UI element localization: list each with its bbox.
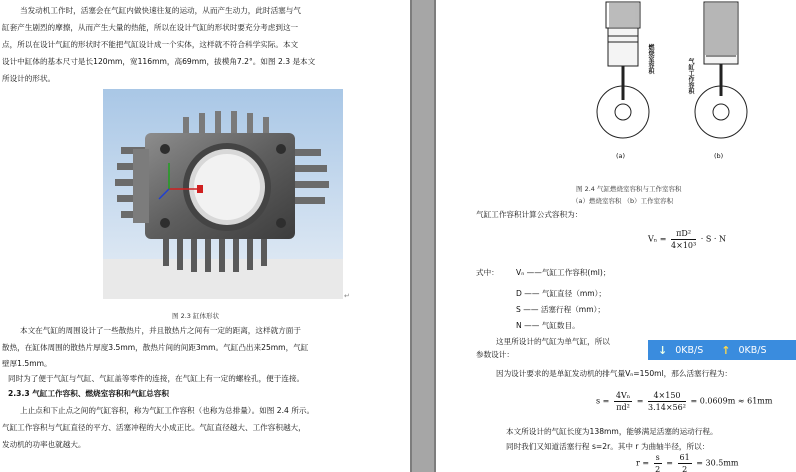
paragraph-line: 所设计的形状。 xyxy=(2,74,56,83)
paragraph-mark: ↵ xyxy=(344,292,350,300)
formula-rhs: = 30.5mm xyxy=(696,458,739,468)
paragraph-line: 散热，在缸体周围的散热片厚度3.5mm，散热片间的间距3mm。气缸凸出来25mm，气缸 xyxy=(2,343,309,352)
engine-volume-figure xyxy=(586,0,786,165)
formula-rhs: = 0.0609m ≈ 61mm xyxy=(690,396,773,406)
fig-a-label: (a) xyxy=(616,152,626,160)
formula-fraction xyxy=(654,452,662,472)
page-gutter xyxy=(410,0,436,472)
paragraph-line: 缸套产生剧烈的摩擦，从而产生大量的热能，所以在设计气缸的形状时要充分考虑到这一 xyxy=(2,23,299,32)
definition-line: D —— 气缸直径（mm）； xyxy=(516,289,607,298)
paragraph-line: 设计中缸体的基本尺寸是长120mm，宽116mm，高69mm，拔模角7.2°。如图 2.3 是本文 xyxy=(2,57,316,66)
where-prefix: 式中： xyxy=(476,268,499,277)
formula-lhs: r = xyxy=(636,458,650,468)
radius-formula: r = $\frac{s}{2}$ = $\frac{61}{2}$ = 30.5mm xyxy=(636,452,739,472)
download-speed-value: 0KB/S xyxy=(675,344,704,356)
download-arrow-icon: ↓ xyxy=(658,343,668,357)
paragraph-line: 发动机的功率也就越大。 xyxy=(2,440,86,449)
upload-speed-value: 0KB/S xyxy=(738,344,767,356)
paragraph-line: 点，所以在设计气缸的形状时不能把气缸设计成一个实体，这样就不符合科学实际。本文 xyxy=(2,40,299,49)
conclusion-line: 同时我们又知道活塞行程 s=2r。其中 r 为曲轴半径，所以： xyxy=(506,442,710,451)
paragraph-line: 同时为了便于气缸与气缸、气缸盖等零件的连接，在气缸上有一定的螺栓孔，便于连接。 xyxy=(8,374,305,383)
paragraph-line: 当发动机工作时，活塞会在气缸内做快速往复的运动，从而产生动力，此时活塞与气 xyxy=(20,6,301,15)
paragraph-line: 本文在气缸的周围设计了一些散热片，并且散热片之间有一定的距离，这样就方面于 xyxy=(20,326,301,335)
requirement-line: 因为设计要求的是单缸发动机的排气量Vₙ=150ml，那么活塞行程为： xyxy=(496,369,733,378)
upload-arrow-icon: ↑ xyxy=(721,343,731,357)
section-heading: 2.3.3 气缸工作容积、燃烧室容积和气缸总容积 xyxy=(8,389,169,398)
design-line: 这里所设计的气缸为单气缸，所以 xyxy=(496,337,610,346)
stroke-formula: s = $\frac{\text{4Vₙ}}{\text{πd²}}$ = $\frac{4\times 150}{\text{3.14×56²}}$ = 0.0609m ≈ 61mm xyxy=(596,391,773,412)
definition-line: Vₙ ——气缸工作容积(ml)； xyxy=(516,268,611,277)
label-working-volume: 气缸工作容积 xyxy=(687,58,694,94)
formula-numerator: 4×150 xyxy=(648,390,686,402)
formula-denominator: 4×10³ xyxy=(671,241,697,250)
formula-fraction xyxy=(648,390,686,413)
cylinder-block-figure xyxy=(103,89,343,299)
formula-intro: 气缸工作容积计算公式容积为： xyxy=(476,210,583,219)
formula-fraction xyxy=(671,228,696,251)
formula-lhs: Vₙ = xyxy=(648,234,667,244)
label-combustion-volume: 燃烧室容积 xyxy=(647,44,654,74)
formula-numerator: s xyxy=(655,453,660,462)
network-speed-widget[interactable] xyxy=(648,340,796,360)
formula-numerator: 4Vₙ xyxy=(615,391,631,400)
conclusion-line: 本文所设计的气缸长度为138mm，能够满足活塞的运动行程。 xyxy=(506,427,718,436)
paragraph-line: 气缸工作容积与气缸直径的平方、活塞冲程的大小成正比。气缸直径越大、工作容积越大， xyxy=(2,423,306,432)
design-line: 参数设计： xyxy=(476,350,514,359)
definition-line: N —— 气缸数目。 xyxy=(516,321,580,330)
right-document-page xyxy=(436,0,796,472)
volume-formula xyxy=(648,228,726,251)
upload-speed xyxy=(721,344,766,357)
figure-caption: 图 2.4 气缸燃烧室容积与工作室容积 xyxy=(576,185,682,193)
cylinder-block-render xyxy=(103,89,343,299)
formula-fraction xyxy=(614,390,632,413)
download-speed xyxy=(658,344,703,357)
formula-rhs: · S · N xyxy=(700,234,726,244)
formula-denominator: 3.14×56² xyxy=(648,403,686,412)
formula-denominator: 2 xyxy=(655,465,661,472)
formula-lhs: s = xyxy=(596,396,610,406)
paragraph-line: 壁厚1.5mm。 xyxy=(2,359,52,368)
formula-numerator: 61 xyxy=(679,453,690,462)
formula-denominator: 2 xyxy=(682,465,688,472)
figure-caption: 图 2.3 缸体形状 xyxy=(172,312,219,320)
figure-subcaption: （a）燃烧室容积 （b）工作室容积 xyxy=(572,197,674,205)
definition-line: S —— 活塞行程（mm）； xyxy=(516,305,605,314)
fig-b-label: (b) xyxy=(714,152,724,160)
gutter-edge xyxy=(410,0,412,472)
paragraph-line: 上止点和下止点之间的气缸容积，称为气缸工作容积（也称为总排量）。如图 2.4 所示。 xyxy=(20,406,315,415)
formula-numerator: πD² xyxy=(671,228,696,240)
formula-fraction xyxy=(678,452,692,472)
formula-denominator: πd² xyxy=(616,403,630,412)
